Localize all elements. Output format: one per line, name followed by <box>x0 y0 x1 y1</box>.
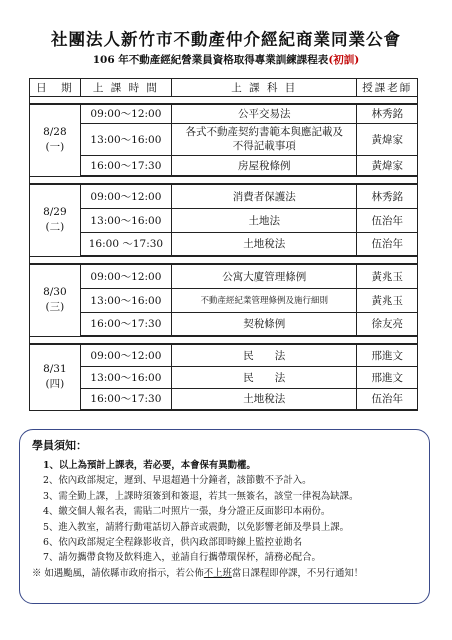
notice-item: 1、以上為預計上課表，若必要，本會保有異動權。 <box>43 460 256 471</box>
subject-cell: 民 法 <box>172 366 357 388</box>
time-cell: 16:00～17:30 <box>80 312 171 336</box>
typhoon-notice <box>32 566 363 581</box>
time-cell: 09:00～12:00 <box>80 184 171 208</box>
time-cell: 09:00～12:00 <box>80 264 171 288</box>
typhoon-notice-prefix: ※ 如遇颱風，請依縣市政府指示，若公佈 <box>32 568 204 579</box>
time-cell: 13:00～16:00 <box>80 123 171 155</box>
subject-cell: 公寓大廈管理條例 <box>172 264 357 288</box>
teacher-cell: 徐友亮 <box>357 312 418 336</box>
student-notice-box <box>19 429 430 604</box>
teacher-cell: 黃兆玉 <box>357 288 418 312</box>
subtitle-tag: (初訓) <box>328 54 360 66</box>
subject-cell: 契稅條例 <box>172 312 357 336</box>
date-label: 8/28 <box>43 126 67 139</box>
schedule-table <box>29 78 418 411</box>
teacher-cell: 邢進文 <box>357 366 418 388</box>
table-row <box>30 123 418 155</box>
weekday-label: (一) <box>45 141 65 154</box>
table-row <box>30 184 418 208</box>
teacher-cell: 林秀銘 <box>357 104 418 123</box>
table-row <box>30 155 418 176</box>
notice-list <box>43 458 423 566</box>
table-header-row <box>30 79 418 97</box>
subject-cell: 公平交易法 <box>172 104 357 123</box>
column-header-subject: 上 課 科 目 <box>172 79 357 97</box>
weekday-label: (二) <box>45 221 65 234</box>
time-cell: 16:00～17:30 <box>80 155 171 176</box>
date-label: 8/29 <box>43 206 67 219</box>
column-header-teacher: 授課老師 <box>357 79 418 97</box>
date-cell <box>30 104 81 176</box>
table-row <box>30 388 418 410</box>
time-cell: 16:00～17:30 <box>80 388 171 410</box>
time-cell: 09:00～12:00 <box>80 104 171 123</box>
time-cell: 13:00～16:00 <box>80 288 171 312</box>
subject-cell: 民 法 <box>172 344 357 366</box>
notice-heading: 學員須知： <box>32 439 87 452</box>
time-cell: 16:00 ～17:30 <box>80 232 171 256</box>
table-row <box>30 104 418 123</box>
subject-cell: 房屋稅條例 <box>172 155 357 176</box>
table-row <box>30 208 418 232</box>
weekday-label: (三) <box>45 301 65 314</box>
time-cell: 13:00～16:00 <box>80 208 171 232</box>
subtitle-main: 106 年不動產經紀營業員資格取得專業訓練課程表 <box>92 54 329 66</box>
table-row <box>30 344 418 366</box>
subject-cell: 土地法 <box>172 208 357 232</box>
notice-item: 4、繳交個人報名表，需貼二吋照片一張，身分證正反面影印本兩份。 <box>43 506 331 518</box>
teacher-cell: 伍治年 <box>357 388 418 410</box>
typhoon-notice-underlined: 不上班 <box>203 568 232 579</box>
notice-item: 3、需全勤上課，上課時須簽到和簽退，若其一無簽名，該堂一律視為缺課。 <box>43 490 359 502</box>
teacher-cell: 黃兆玉 <box>357 264 418 288</box>
table-row <box>30 232 418 256</box>
page-title: 社團法人新竹市不動產仲介經紀商業同業公會 <box>51 30 401 49</box>
teacher-cell: 伍治年 <box>357 208 418 232</box>
table-row <box>30 264 418 288</box>
notice-item: 6、依內政部規定全程錄影收音，供內政部即時線上監控並勘名 <box>43 537 303 549</box>
teacher-cell: 邢進文 <box>357 344 418 366</box>
table-row <box>30 288 418 312</box>
teacher-cell: 黃煒家 <box>357 155 418 176</box>
subject-cell: 不動產經紀業管理條例及施行細則 <box>172 288 357 312</box>
date-cell <box>30 264 81 336</box>
typhoon-notice-suffix: 當日課程即停課，不另行通知！ <box>231 568 364 579</box>
subject-cell: 土地稅法 <box>172 388 357 410</box>
date-cell <box>30 184 81 256</box>
notice-item: 7、請勿攜帶食物及飲料進入，並請自行攜帶環保杯，請務必配合。 <box>43 552 321 564</box>
teacher-cell: 伍治年 <box>357 232 418 256</box>
date-cell <box>30 344 81 410</box>
table-row <box>30 366 418 388</box>
column-header-date: 日 期 <box>30 79 81 97</box>
column-header-time: 上 課 時 間 <box>80 79 171 97</box>
notice-item: 2、依內政部規定，遲到、早退超過十分鐘者，該節數不予計入。 <box>43 475 312 487</box>
weekday-label: (四) <box>45 378 65 391</box>
teacher-cell: 林秀銘 <box>357 184 418 208</box>
time-cell: 13:00～16:00 <box>80 366 171 388</box>
notice-item: 5、進入教室，請將行動電話切入靜音或震動，以免影響老師及學員上課。 <box>43 521 349 533</box>
table-row <box>30 312 418 336</box>
subject-cell: 消費者保護法 <box>172 184 357 208</box>
teacher-cell: 黃煒家 <box>357 123 418 155</box>
subject-cell: 土地稅法 <box>172 232 357 256</box>
time-cell: 09:00～12:00 <box>80 344 171 366</box>
date-label: 8/31 <box>43 363 67 376</box>
date-label: 8/30 <box>43 286 67 299</box>
page-subtitle <box>0 52 452 67</box>
subject-cell: 各式不動產契約書範本與應記載及不得記載事項 <box>172 123 357 155</box>
